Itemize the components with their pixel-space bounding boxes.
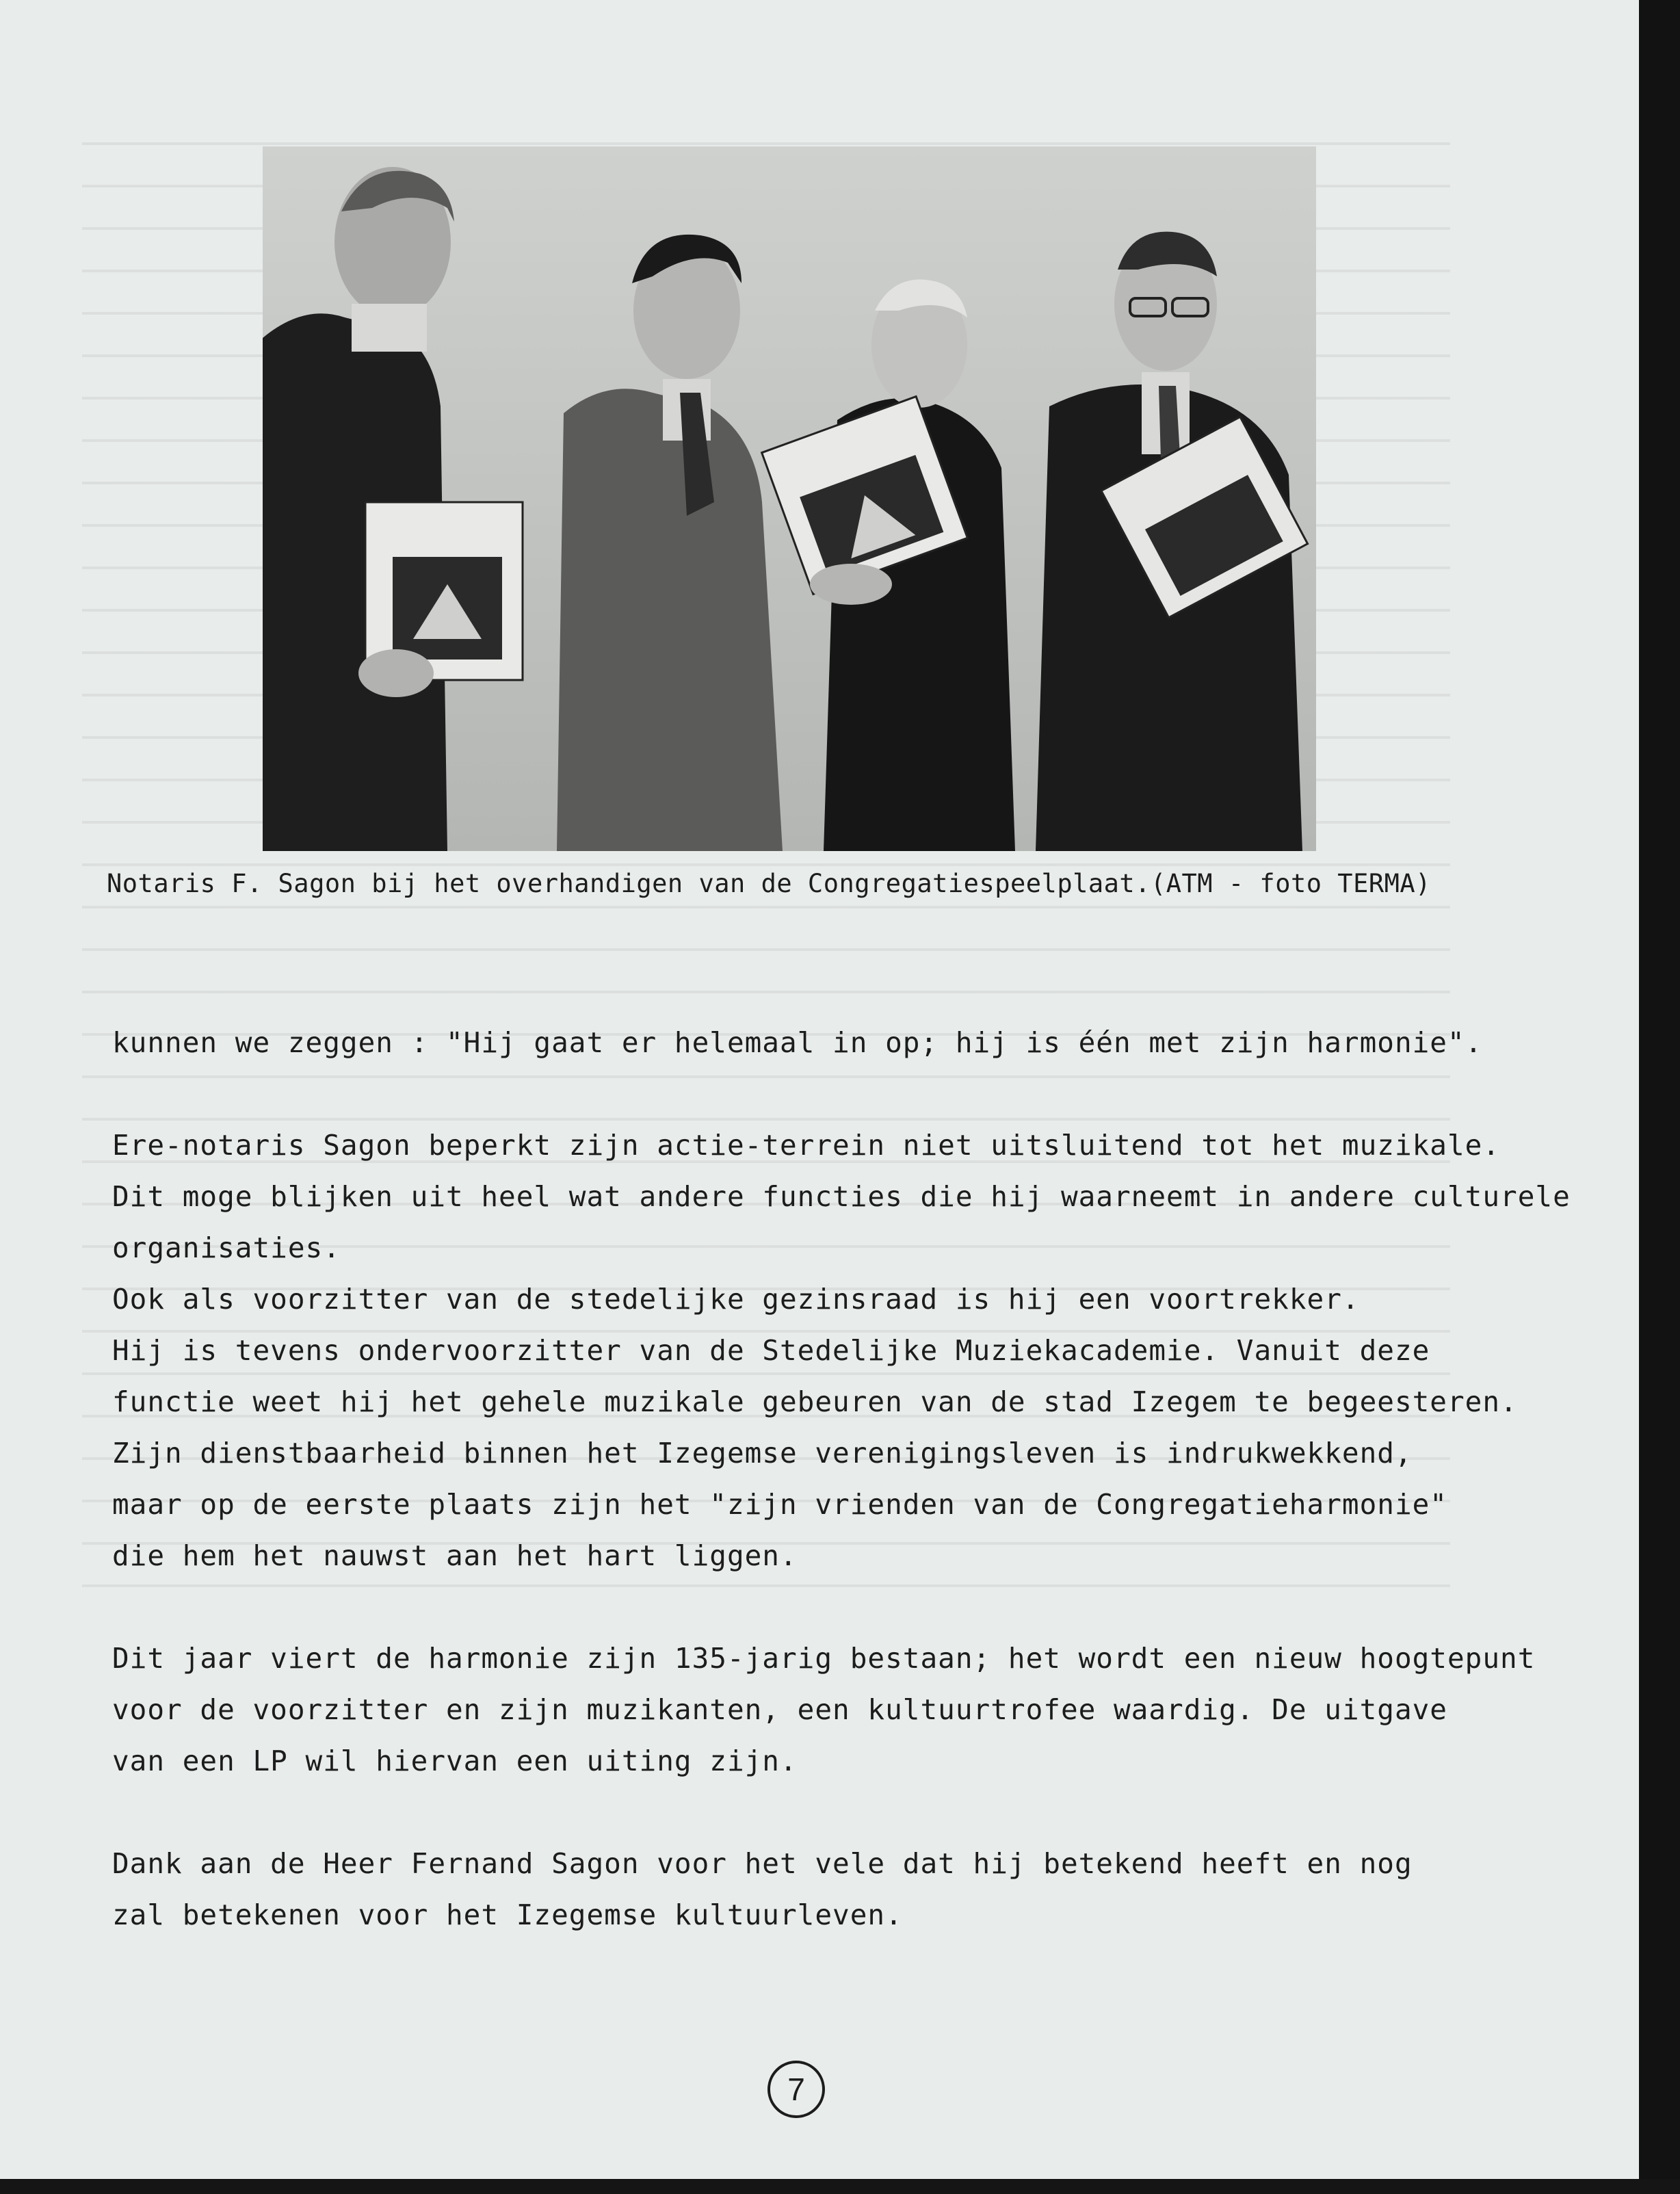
text-line: Dank aan de Heer Fernand Sagon voor het vele dat hij betekend heeft en nog — [112, 1847, 1413, 1880]
paragraph-quote — [112, 1017, 1482, 1069]
text-line: maar op de eerste plaats zijn het "zijn vrienden van de Congregatieharmonie" — [112, 1488, 1447, 1521]
text-line: Zijn dienstbaarheid binnen het Izegemse verenigingsleven is indrukwekkend, — [112, 1437, 1413, 1470]
text-line: zal betekenen voor het Izegemse kultuurleven. — [112, 1898, 903, 1931]
paragraph-activities — [112, 1120, 1571, 1582]
photo-caption: Notaris F. Sagon bij het overhandigen van de Congregatiespeelplaat.(ATM - foto TERMA) — [107, 869, 1431, 898]
text-line: voor de voorzitter en zijn muzikanten, een kultuurtrofee waardig. De uitgave — [112, 1693, 1447, 1726]
text-line: Dit jaar viert de harmonie zijn 135-jarig bestaan; het wordt een nieuw hoogtepunt — [112, 1642, 1536, 1675]
text-line: Ere-notaris Sagon beperkt zijn actie-terrein niet uitsluitend tot het muzikale. — [112, 1129, 1501, 1162]
scan-edge-bottom — [0, 2179, 1680, 2194]
text-line: kunnen we zeggen : "Hij gaat er helemaal in op; hij is één met zijn harmonie". — [112, 1026, 1483, 1059]
photo-illustration — [263, 146, 1316, 851]
person-third — [762, 280, 1015, 851]
paragraph-thanks — [112, 1838, 1413, 1941]
person-right — [1036, 232, 1308, 851]
scan-edge-right — [1639, 0, 1680, 2194]
text-line: van een LP wil hiervan een uiting zijn. — [112, 1745, 798, 1777]
text-line: Hij is tevens ondervoorzitter van de Stedelijke Muziekacademie. Vanuit deze — [112, 1334, 1430, 1367]
text-line: organisaties. — [112, 1231, 341, 1264]
text-line: functie weet hij het gehele muzikale gebeuren van de stad Izegem te begeesteren. — [112, 1385, 1518, 1418]
text-line: die hem het nauwst aan het hart liggen. — [112, 1539, 798, 1572]
text-line: Dit moge blijken uit heel wat andere functies die hij waarneemt in andere culturele — [112, 1180, 1571, 1213]
paragraph-anniversary — [112, 1633, 1535, 1787]
group-photo — [263, 146, 1316, 851]
person-second — [557, 235, 783, 851]
page-number: 7 — [767, 2061, 825, 2118]
person-left — [263, 167, 523, 851]
text-line: Ook als voorzitter van de stedelijke gezinsraad is hij een voortrekker. — [112, 1283, 1360, 1316]
